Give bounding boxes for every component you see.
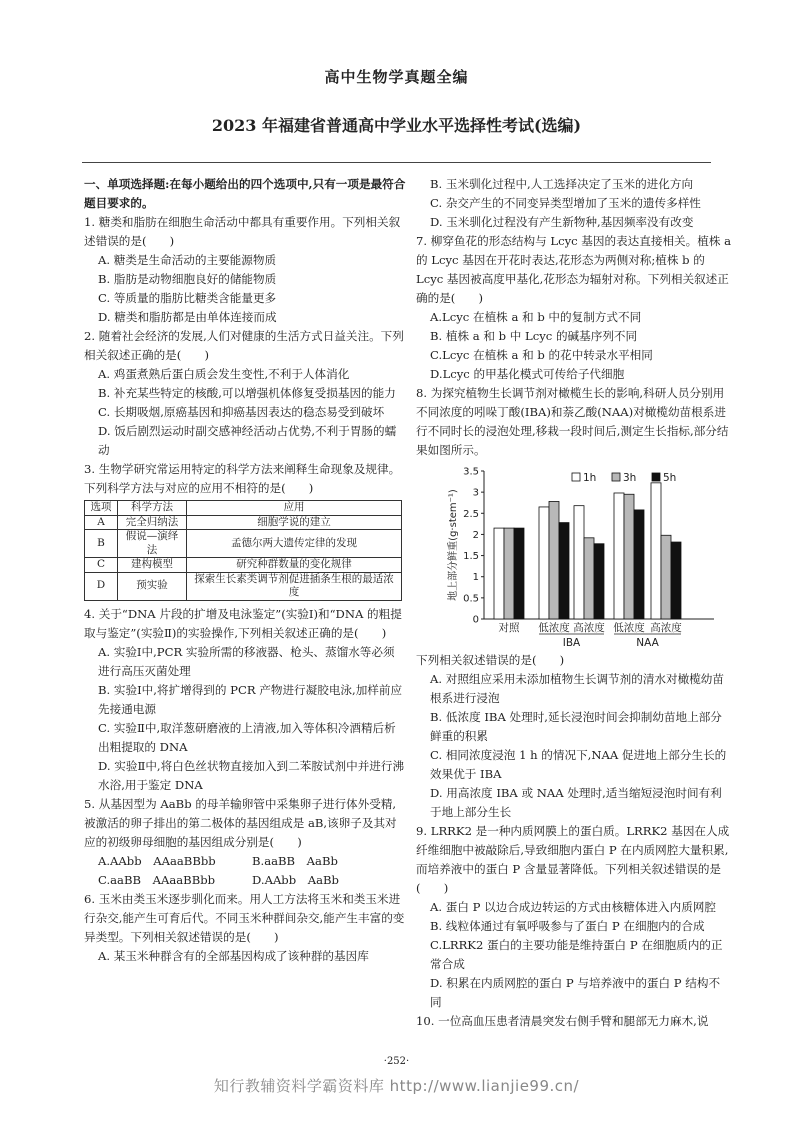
bar-1h bbox=[539, 507, 549, 619]
table-cell: 完全归纳法 bbox=[118, 515, 187, 530]
option: B. 脂肪是动物细胞良好的储能物质 bbox=[98, 272, 277, 286]
right-column bbox=[416, 175, 731, 1031]
bar-1h bbox=[494, 528, 504, 619]
legend-label: 1h bbox=[583, 472, 597, 484]
table-row bbox=[85, 515, 402, 530]
question-4 bbox=[84, 605, 406, 795]
left-column bbox=[84, 175, 406, 966]
question-prompt: 下列相关叙述错误的是( ) bbox=[416, 653, 565, 667]
option: A. 蛋白 P 以边合成边转运的方式由核糖体进入内质网腔 bbox=[430, 900, 716, 914]
question-stem: 3. 生物学研究常运用特定的科学方法来阐释生命现象及规律。下列科学方法与对应的应用不相符的是( ) bbox=[84, 462, 401, 495]
y-tick-label: 1.5 bbox=[463, 551, 479, 563]
y-tick-label: 2.5 bbox=[463, 508, 479, 520]
option-row bbox=[84, 852, 406, 871]
y-tick-label: 2 bbox=[472, 529, 479, 541]
option: D.AAbb AaBb bbox=[252, 872, 339, 887]
legend-swatch bbox=[572, 473, 580, 481]
table-row bbox=[85, 530, 402, 558]
table-row bbox=[85, 572, 402, 600]
bar-chart bbox=[416, 464, 726, 649]
option: C. 实验Ⅱ中,取洋葱研磨液的上清液,加入等体积冷酒精后析出粗提取的 DNA bbox=[98, 720, 396, 754]
bar-1h bbox=[651, 483, 661, 619]
question-2 bbox=[84, 327, 406, 460]
table-cell: C bbox=[85, 558, 118, 573]
bar-5h bbox=[594, 544, 604, 619]
bar-5h bbox=[634, 510, 644, 619]
category-label: 高浓度 bbox=[650, 622, 682, 634]
option: D. 饭后剧烈运动时副交感神经活动占优势,不利于胃肠的蠕动 bbox=[98, 424, 397, 457]
table-header-row bbox=[85, 501, 402, 516]
bar-5h bbox=[514, 528, 524, 619]
y-axis-label: 地上部分鲜重(g·stem⁻¹) bbox=[448, 489, 459, 601]
table-header: 科学方法 bbox=[118, 501, 187, 516]
option: C.aaBB AAaaBBbb bbox=[98, 872, 216, 887]
header-rule bbox=[82, 162, 711, 163]
table-cell: 细胞学说的建立 bbox=[187, 515, 402, 530]
table-cell: 预实验 bbox=[118, 572, 187, 600]
option: A.Lcyc 在植株 a 和 b 中的复制方式不同 bbox=[430, 310, 642, 324]
option: B. 线粒体通过有氧呼吸参与了蛋白 P 在细胞内的合成 bbox=[430, 919, 705, 933]
question-stem: 6. 玉米由类玉米逐步驯化而来。用人工方法将玉米和类玉米进行杂交,能产生可育后代。不同玉米种群间杂交,能产生丰富的变异类型。下列相关叙述错误的是( ) bbox=[84, 891, 405, 944]
table-cell: 假说—演绎法 bbox=[118, 530, 187, 558]
question-6 bbox=[84, 890, 406, 966]
option: C.LRRK2 蛋白的主要功能是维持蛋白 P 在细胞质内的正常合成 bbox=[430, 938, 723, 971]
question-10 bbox=[416, 1012, 731, 1031]
question-stem: 10. 一位高血压患者清晨突发右侧手臂和腿部无力麻木,说 bbox=[416, 1014, 709, 1028]
legend-swatch bbox=[652, 473, 660, 481]
question-stem: 2. 随着社会经济的发展,人们对健康的生活方式日益关注。下列相关叙述正确的是( ) bbox=[84, 329, 404, 362]
watermark: 知行教辅资料学霸资料库 http://www.lianjie99.cn/ bbox=[213, 1077, 580, 1095]
bar-5h bbox=[559, 523, 569, 619]
y-tick-label: 1 bbox=[472, 572, 479, 584]
exam-title: 2023 年福建省普通高中学业水平选择性考试(选编) bbox=[211, 116, 582, 135]
question-3 bbox=[84, 460, 406, 601]
option: C. 等质量的脂肪比糖类含能量更多 bbox=[98, 291, 277, 305]
page-number: ·252· bbox=[383, 1056, 410, 1067]
bar-1h bbox=[614, 493, 624, 619]
question-stem: 9. LRRK2 是一种内质网膜上的蛋白质。LRRK2 基因在人成纤维细胞中被敲除后,导致细胞内蛋白 P 在内质网腔大量积累,而培养液中的蛋白 P 含量显著降低。下列相关叙述错误的是( ) bbox=[416, 824, 730, 895]
question-stem: 4. 关于“DNA 片段的扩增及电泳鉴定”(实验Ⅰ)和“DNA 的粗提取与鉴定”(实验Ⅱ)的实验操作,下列相关叙述正确的是( ) bbox=[84, 606, 402, 640]
option: C. 长期吸烟,原癌基因和抑癌基因表达的稳态易受到破坏 bbox=[98, 405, 385, 419]
option: B.aaBB AaBb bbox=[252, 853, 338, 868]
question-8 bbox=[416, 384, 731, 822]
question-stem: 5. 从基因型为 AaBb 的母羊输卵管中采集卵子进行体外受精,被激活的卵子排出的第二极体的基因组成是 aB,该卵子及其对应的初级卵母细胞的基因组成分别是( ) bbox=[84, 796, 397, 849]
question-1 bbox=[84, 213, 406, 327]
y-tick-label: 0 bbox=[472, 614, 479, 626]
category-label: 对照 bbox=[498, 622, 520, 634]
option: A. 某玉米种群含有的全部基因构成了该种群的基因库 bbox=[98, 948, 369, 963]
table-cell: A bbox=[85, 515, 118, 530]
option: A. 糖类是生命活动的主要能源物质 bbox=[98, 253, 277, 267]
option: D. 积累在内质网腔的蛋白 P 与培养液中的蛋白 P 结构不同 bbox=[430, 976, 721, 1009]
option: B. 补充某些特定的核酸,可以增强机体修复受损基因的能力 bbox=[98, 386, 396, 400]
legend-label: 3h bbox=[623, 472, 637, 484]
table-cell: 研究种群数量的变化规律 bbox=[187, 558, 402, 573]
category-label: 高浓度 bbox=[573, 622, 605, 634]
table-header: 选项 bbox=[85, 501, 118, 516]
y-tick-label: 3 bbox=[472, 487, 479, 499]
y-tick-label: 0.5 bbox=[463, 593, 479, 605]
option: D.Lcyc 的甲基化模式可传给子代细胞 bbox=[430, 367, 625, 381]
bar-3h bbox=[504, 528, 514, 619]
option: B. 植株 a 和 b 中 Lcyc 的碱基序列不同 bbox=[430, 329, 638, 343]
option: A.AAbb AAaaBBbb bbox=[98, 853, 216, 868]
option: A. 实验Ⅰ中,PCR 实验所需的移液器、枪头、蒸馏水等必须进行高压灭菌处理 bbox=[98, 644, 395, 678]
question-7 bbox=[416, 232, 731, 384]
question-9 bbox=[416, 822, 731, 1012]
table-cell: 建构模型 bbox=[118, 558, 187, 573]
option: D. 糖类和脂肪都是由单体连接而成 bbox=[98, 310, 277, 324]
bar-1h bbox=[574, 506, 584, 619]
table-cell: 孟德尔两大遗传定律的发现 bbox=[187, 530, 402, 558]
table-header: 应用 bbox=[187, 501, 402, 516]
legend-swatch bbox=[612, 473, 620, 481]
category-label: 低浓度 bbox=[613, 622, 645, 634]
table-cell: 探索生长素类调节剂促进插条生根的最适浓度 bbox=[187, 572, 402, 600]
option-row bbox=[84, 871, 406, 890]
bar-3h bbox=[624, 494, 634, 619]
group-label: IBA bbox=[562, 637, 581, 649]
bar-3h bbox=[661, 535, 671, 619]
series-title: 高中生物学真题全编 bbox=[324, 68, 469, 86]
option: C. 相同浓度浸泡 1 h 的情况下,NAA 促进地上部分生长的效果优于 IBA bbox=[430, 748, 727, 781]
section-heading: 一、单项选择题:在每小题给出的四个选项中,只有一项是最符合题目要求的。 bbox=[84, 177, 406, 210]
table-row bbox=[85, 558, 402, 573]
bar-3h bbox=[584, 538, 594, 619]
category-label: 低浓度 bbox=[538, 622, 570, 634]
option: B. 玉米驯化过程中,人工选择决定了玉米的进化方向 bbox=[430, 177, 694, 191]
option: D. 用高浓度 IBA 或 NAA 处理时,适当缩短浸泡时间有利于地上部分生长 bbox=[430, 786, 722, 819]
option: D. 玉米驯化过程没有产生新物种,基因频率没有改变 bbox=[430, 215, 694, 229]
option: B. 实验Ⅰ中,将扩增得到的 PCR 产物进行凝胶电泳,加样前应先接通电源 bbox=[98, 682, 403, 716]
question-stem: 8. 为探究植物生长调节剂对橄榄生长的影响,科研人员分别用不同浓度的吲哚丁酸(IBA)和萘乙酸(NAA)对橄榄幼苗根系进行不同时长的浸泡处理,移栽一段时间后,测定生长指标,部分结果如图所示。 bbox=[416, 386, 729, 457]
table-cell: B bbox=[85, 530, 118, 558]
group-label: NAA bbox=[636, 637, 659, 649]
legend-label: 5h bbox=[663, 472, 677, 484]
option: A. 对照组应采用未添加植物生长调节剂的清水对橄榄幼苗根系进行浸泡 bbox=[430, 672, 724, 705]
question-5 bbox=[84, 795, 406, 890]
option: D. 实验Ⅱ中,将白色丝状物直接加入到二苯胺试剂中并进行沸水浴,用于鉴定 DNA bbox=[98, 758, 405, 792]
option: A. 鸡蛋煮熟后蛋白质会发生变性,不利于人体消化 bbox=[98, 367, 350, 381]
option: B. 低浓度 IBA 处理时,延长浸泡时间会抑制幼苗地上部分鲜重的积累 bbox=[430, 710, 722, 743]
table-cell: D bbox=[85, 572, 118, 600]
option: C.Lcyc 在植株 a 和 b 的花中转录水平相同 bbox=[430, 348, 653, 362]
bar-3h bbox=[549, 501, 559, 619]
question-stem: 7. 柳穿鱼花的形态结构与 Lcyc 基因的表达直接相关。植株 a 的 Lcyc 基因在开花时表达,花形态为两侧对称;植株 b 的 Lcyc 基因被高度甲基化,花形态为辐射对称。下列相关叙述正确的是( ) bbox=[416, 234, 732, 305]
bar-5h bbox=[671, 542, 681, 619]
option: C. 杂交产生的不同变异类型增加了玉米的遗传多样性 bbox=[430, 196, 701, 210]
y-tick-label: 3.5 bbox=[463, 466, 479, 478]
methods-table bbox=[84, 500, 402, 601]
question-stem: 1. 糖类和脂肪在细胞生命活动中都具有重要作用。下列相关叙述错误的是( ) bbox=[84, 215, 401, 248]
